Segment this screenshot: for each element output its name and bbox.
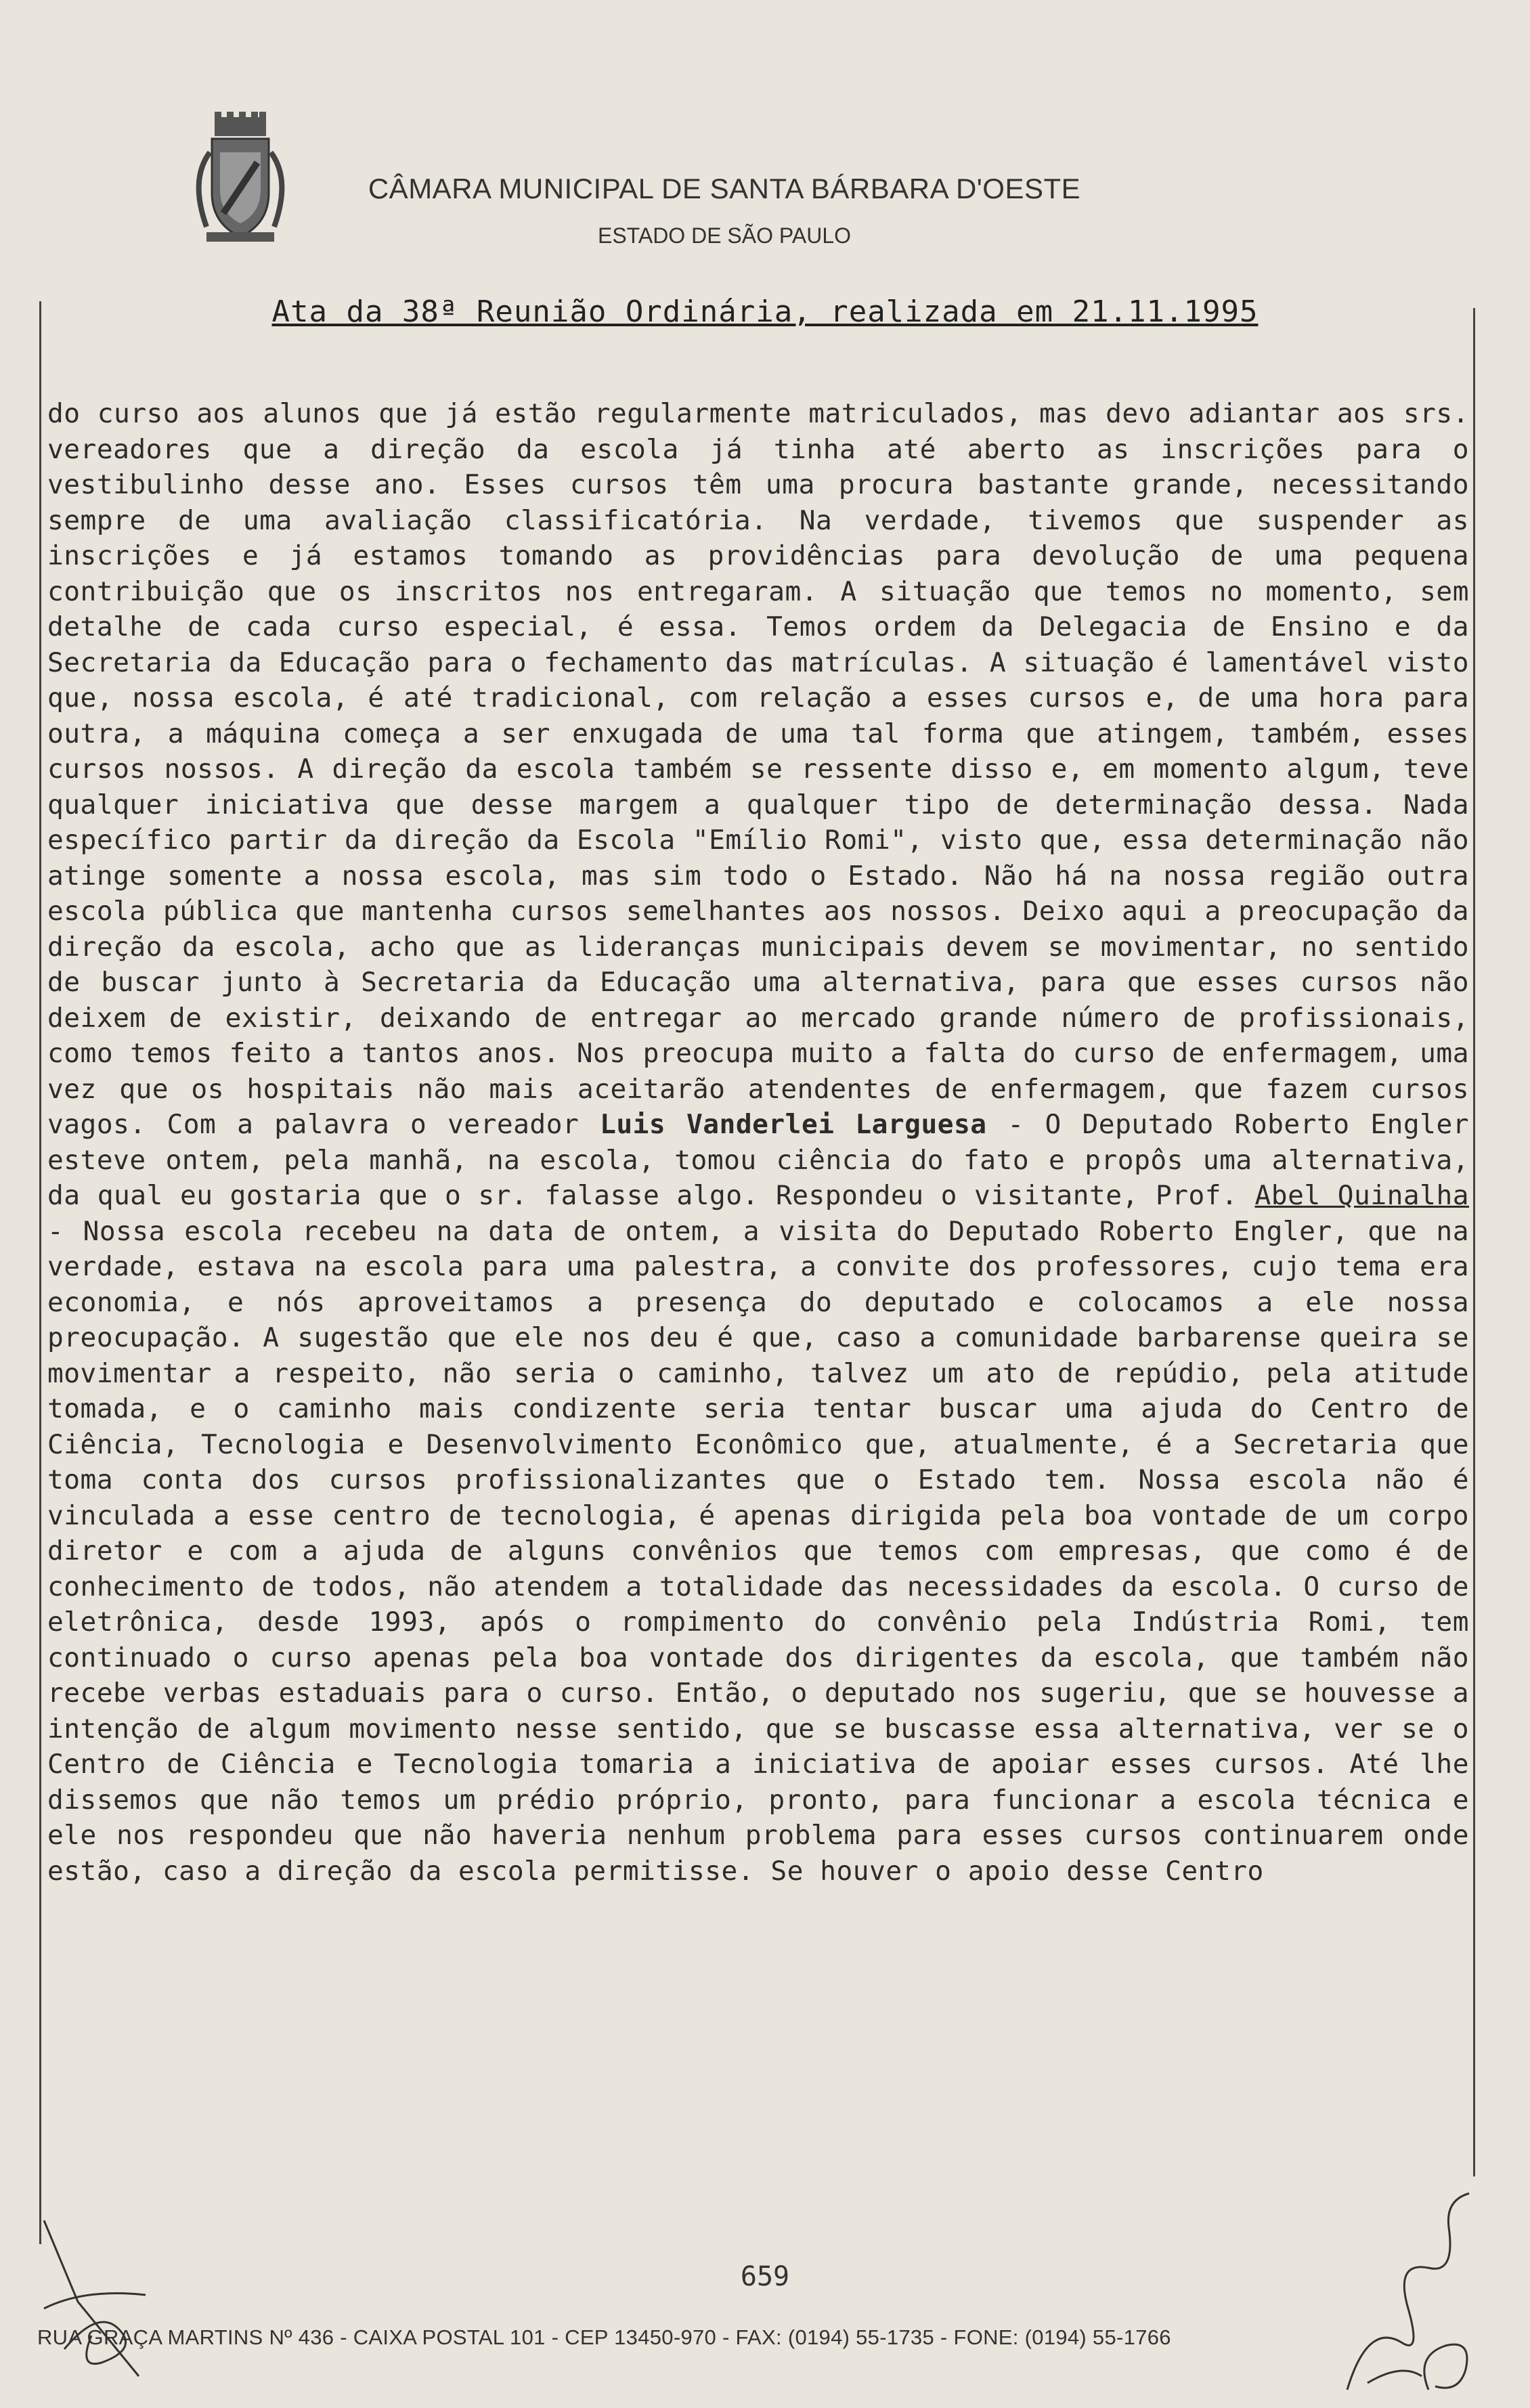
minutes-paragraph xyxy=(47,396,1469,1889)
signature-icon xyxy=(37,2207,173,2383)
minutes-body xyxy=(47,396,1469,1889)
institution-name: CÂMARA MUNICIPAL DE SANTA BÁRBARA D'OESTE xyxy=(368,173,1081,204)
minutes-title: Ata da 38ª Reunião Ordinária, realizada em 21.11.1995 xyxy=(271,294,1259,329)
left-margin-line xyxy=(39,301,41,2244)
footer-address: RUA GRAÇA MARTINS Nº 436 - CAIXA POSTAL 101 - CEP 13450-970 - FAX: (0194) 55-1735 - FONE: (0194) 55-1766 xyxy=(37,2325,1171,2349)
minutes-text-part-2: - O Deputado Roberto Engler esteve ontem, pela manhã, na escola, tomou ciência do fato e propôs uma alternativa, da qual eu gostaria que o sr. falasse algo. Respondeu o visitante, Prof. xyxy=(47,1109,1470,1211)
minutes-text-part-1: do curso aos alunos que já estão regularmente matriculados, mas devo adiantar aos srs. vereadores que a direção da escola já tinha até aberto as inscrições para o vestibulinho desse ano. Esses cursos têm uma procura bastante grande, necessitando sempre de uma avaliação classificatória. Na verdade, tivemos que suspender as inscrições e já estamos tomando as providências para devolução de uma pequena contribuição que os inscritos nos entregaram. A situação que temos no momento, sem detalhe de cada curso especial, é essa. Temos ordem da Delegacia de Ensino e da Secretaria da Educação para o fechamento das matrículas. A situação é lamentável visto que, nossa escola, é até tradicional, com relação a esses cursos e, de uma hora para outra, a máquina começa a ser enxugada de uma tal forma que atingem, também, esses cursos nossos. A direção da escola também se ressente disso e, em momento algum, teve qualquer iniciativa que desse margem a qualquer tipo de determinação dessa. Nada específico partir da direção da Escola "Emílio Romi", visto que, essa determinação não atinge somente a nossa escola, mas sim todo o Estado. Não há na nossa região outra escola pública que mantenha cursos semelhantes aos nossos. Deixo aqui a preocupação da direção da escola, acho que as lideranças municipais devem se movimentar, no sentido de buscar junto à Secretaria da Educação uma alternativa, para que esses cursos não deixem de existir, deixando de entregar ao mercado grande número de profissionais, como temos feito a tantos anos. Nos preocupa muito a falta do curso de enfermagem, uma vez que os hospitais não mais aceitarão atendentes de enfermagem, que fazem cursos vagos. Com a palavra o vereador xyxy=(47,398,1469,1140)
coat-of-arms-icon xyxy=(186,112,294,247)
right-margin-line xyxy=(1473,308,1475,2176)
speaker-name: Luis Vanderlei Larguesa xyxy=(600,1109,987,1140)
minutes-text-part-3: - Nossa escola recebeu na data de ontem, a visita do Deputado Roberto Engler, que na verdade, estava na escola para uma palestra, a convite dos professores, cujo tema era economia, e nós aproveitamos a presença do deputado e colocamos a ele nossa preocupação. A sugestão que ele nos deu é que, caso a comunidade barbarense queira se movimentar a respeito, não seria o caminho, talvez um ato de repúdio, pela atitude tomada, e o caminho mais condizente seria tentar buscar uma ajuda do Centro de Ciência, Tecnologia e Desenvolvimento Econômico que, atualmente, é a Secretaria que toma conta dos cursos profissionalizantes que o Estado tem. Nossa escola não é vinculada a esse centro de tecnologia, é apenas dirigida pela boa vontade de um corpo diretor e com a ajuda de alguns convênios que temos com empresas, que como é de conhecimento de todos, não atendem a totalidade das necessidades da escola. O curso de eletrônica, desde 1993, após o rompimento do convênio pela Indústria Romi, tem continuado o curso apenas pela boa vontade dos dirigentes da escola, que também não recebe verbas estaduais para o curso. Então, o deputado nos sugeriu, que se houvesse a intenção de algum movimento nesse sentido, que se buscasse essa alternativa, ver se o Centro de Ciência e Tecnologia tomaria a iniciativa de apoiar esses cursos. Até lhe dissemos que não temos um prédio próprio, pronto, para funcionar a escola técnica e ele nos respondeu que não haveria nenhum problema para esses cursos continuarem onde estão, caso a direção da escola permitisse. Se houver o apoio desse Centro xyxy=(47,1215,1469,1887)
page-number: 659 xyxy=(740,2261,790,2292)
visitor-name: Abel Quinalha xyxy=(1254,1180,1470,1211)
institution-state: ESTADO DE SÃO PAULO xyxy=(597,223,851,248)
signature-icon xyxy=(1327,2187,1503,2403)
